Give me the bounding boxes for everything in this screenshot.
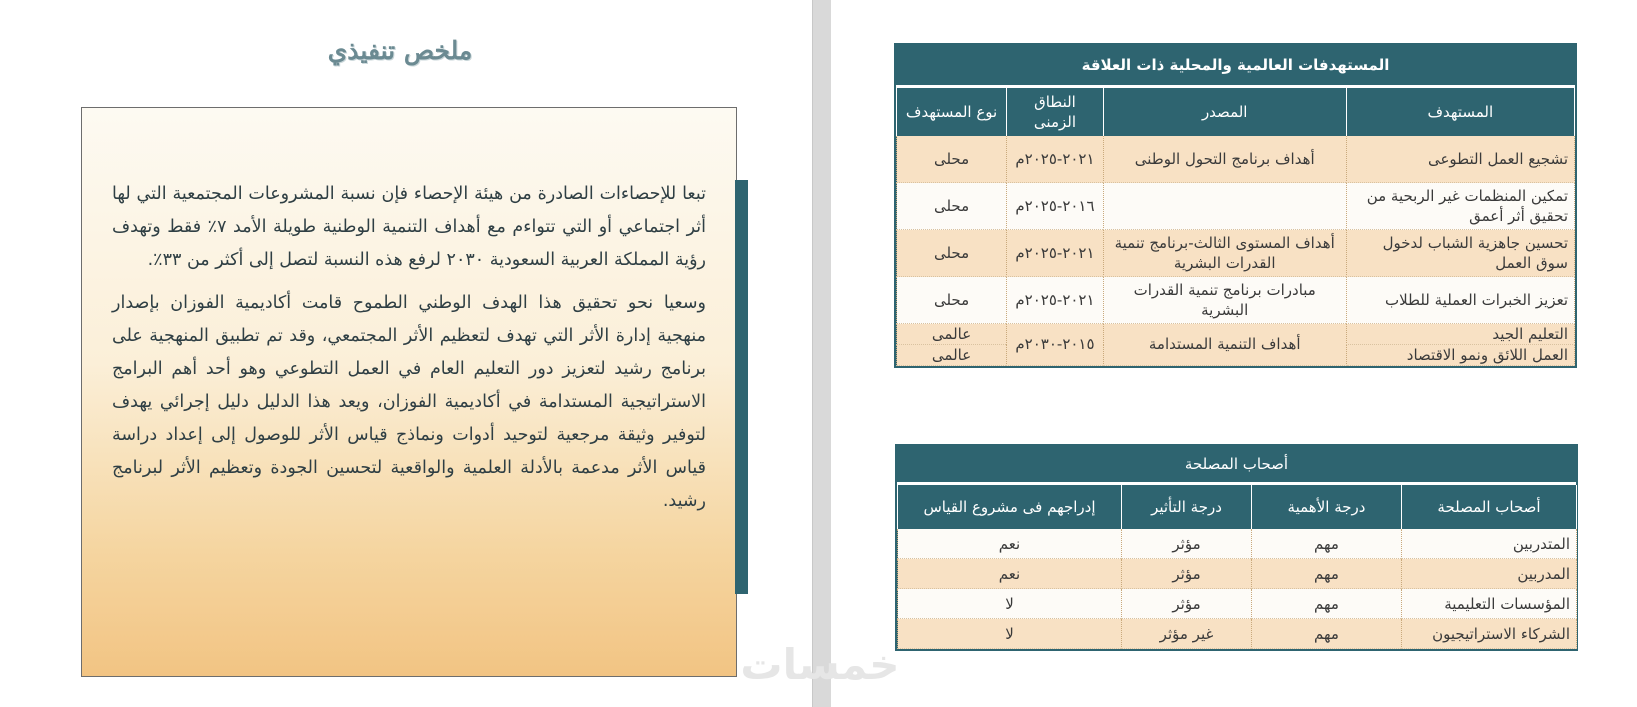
executive-summary-title: ملخص تنفيذي [327,36,473,65]
influence-cell: غير مؤثر [1122,619,1252,649]
targets-header-row [897,88,1575,136]
type-cell: محلى [897,183,1007,230]
source-cell [1103,183,1346,230]
summary-accent-bar [735,180,748,594]
period-cell: ٢٠٢١-٢٠٢٥م [1007,277,1104,324]
target-cell: تمكين المنظمات غير الربحية من تحقيق أثر أعمق [1346,183,1574,230]
stakeholder-cell: الشركاء الاستراتيجيون [1402,619,1577,649]
stakeholder-cell: المتدربين [1402,529,1577,559]
stakeholders-table-caption: أصحاب المصلحة [897,446,1576,485]
type-cell: محلى [897,277,1007,324]
header-importance: درجة الأهمية [1252,485,1402,529]
stakeholders-table [895,444,1578,651]
importance-cell: مهم [1252,529,1402,559]
target-cell: تشجيع العمل التطوعى [1346,136,1574,183]
table-row [898,589,1577,619]
stakeholders-header-row [898,485,1577,529]
source-cell: مبادرات برنامج تنمية القدرات البشرية [1103,277,1346,324]
header-source: المصدر [1103,88,1346,136]
targets-table-grid [896,88,1575,366]
period-cell: ٢٠٢١-٢٠٢٥م [1007,230,1104,277]
summary-text [112,178,706,528]
target-cell: تحسين جاهزية الشباب لدخول سوق العمل [1346,230,1574,277]
period-cell: ٢٠١٦-٢٠٢٥م [1007,183,1104,230]
target-cell: العمل اللائق ونمو الاقتصاد [1346,345,1574,366]
period-cell: ٢٠٢١-٢٠٢٥م [1007,136,1104,183]
included-cell: لا [898,619,1122,649]
page-gutter [812,0,832,707]
type-cell: عالمى [897,345,1007,366]
included-cell: لا [898,589,1122,619]
influence-cell: مؤثر [1122,529,1252,559]
importance-cell: مهم [1252,589,1402,619]
table-row [897,230,1575,277]
type-cell: محلى [897,230,1007,277]
target-cell: التعليم الجيد [1346,324,1574,345]
source-cell: أهداف التنمية المستدامة [1103,324,1346,366]
source-cell: أهداف برنامج التحول الوطنى [1103,136,1346,183]
target-cell: تعزيز الخبرات العملية للطلاب [1346,277,1574,324]
header-stakeholder: أصحاب المصلحة [1402,485,1577,529]
table-row [897,136,1575,183]
watermark-logo: خمسات [740,640,900,689]
table-row [897,324,1575,345]
type-cell: عالمى [897,324,1007,345]
summary-paragraph-2: وسعيا نحو تحقيق هذا الهدف الوطني الطموح قامت أكاديمية الفوزان بإصدار منهجية إدارة الأثر التي تهدف لتعظيم الأثر المجتمعي، وقد تم تطبيق المنهجية على برنامج رشيد لتعزيز دور التعليم العام في العمل التطوعي وهو أحد أهم البرامج الاستراتيجية المستدامة في أكاديمية الفوزان، ويعد هذا الدليل دليل إجرائي يهدف لتوفير وثيقة مرجعية لتوحيد أدوات ونماذج قياس الأثر للوصول إلى إعداد دراسة قياس الأثر مدعمة بالأدلة العلمية والواقعية لتحسين الجودة وتعظيم الأثر لبرنامج رشيد. [112,293,706,511]
stakeholder-cell: المدربين [1402,559,1577,589]
table-row [897,277,1575,324]
table-row [898,619,1577,649]
table-row [897,183,1575,230]
table-row [898,529,1577,559]
summary-paragraph-1: تبعا للإحصاءات الصادرة من هيئة الإحصاء فإن نسبة المشروعات المجتمعية التي لها أثر اجتماعي أو التي تتواءم مع أهداف التنمية الوطنية طويلة الأمد ٧٪ فقط وتهدف رؤية المملكة العربية السعودية ٢٠٣٠ لرفع هذه النسبة لتصل إلى أكثر من ٣٣٪. [112,184,706,270]
header-target: المستهدف [1346,88,1574,136]
header-target-type: نوع المستهدف [897,88,1007,136]
table-row [898,559,1577,589]
influence-cell: مؤثر [1122,589,1252,619]
header-period: النطاق الزمنى [1007,88,1104,136]
left-page [0,0,812,707]
header-included: إدراجهم فى مشروع القياس [898,485,1122,529]
targets-table [894,43,1577,368]
included-cell: نعم [898,529,1122,559]
included-cell: نعم [898,559,1122,589]
source-cell: أهداف المستوى الثالث-برنامج تنمية القدرات البشرية [1103,230,1346,277]
period-cell: ٢٠١٥-٢٠٣٠م [1007,324,1104,366]
importance-cell: مهم [1252,619,1402,649]
importance-cell: مهم [1252,559,1402,589]
stakeholder-cell: المؤسسات التعليمية [1402,589,1577,619]
targets-table-caption: المستهدفات العالمية والمحلية ذات العلاقة [896,45,1575,88]
influence-cell: مؤثر [1122,559,1252,589]
stakeholders-table-grid [897,485,1577,649]
header-influence: درجة التأثير [1122,485,1252,529]
type-cell: محلى [897,136,1007,183]
